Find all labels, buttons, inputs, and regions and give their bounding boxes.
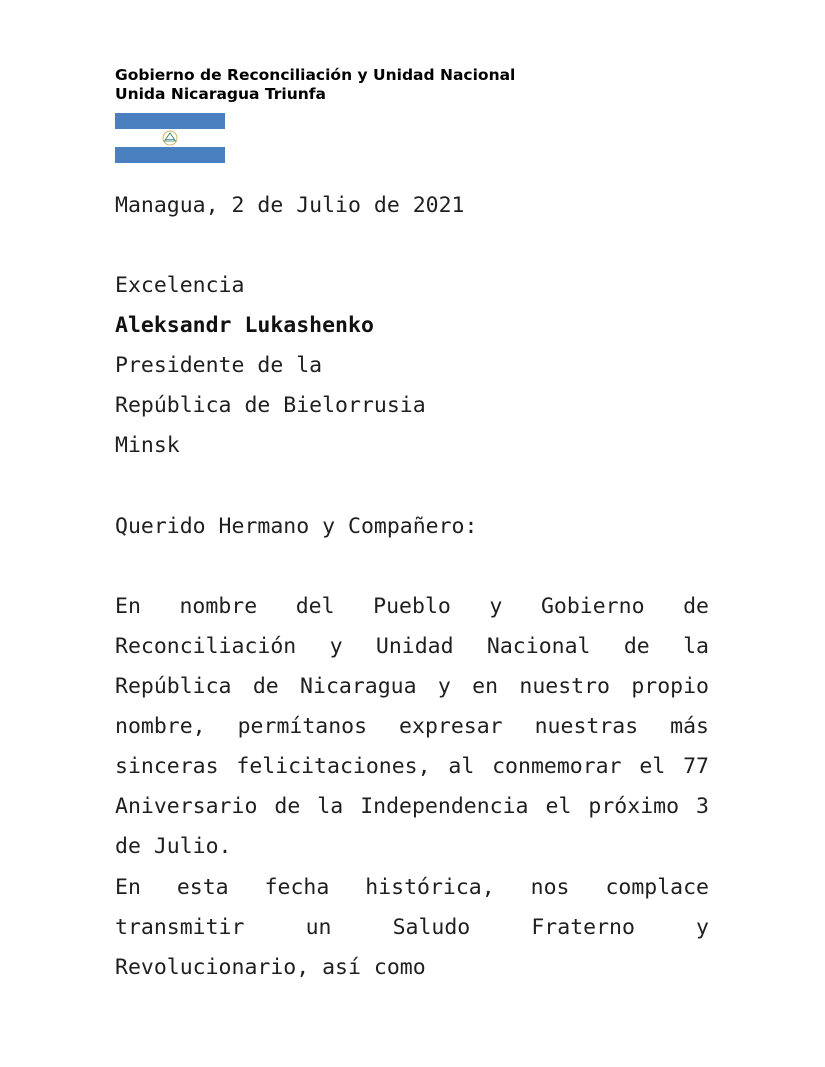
letter-greeting: Querido Hermano y Compañero:: [115, 514, 478, 539]
recipient-city: Minsk: [115, 433, 180, 458]
recipient-position-line1: Presidente de la: [115, 353, 323, 378]
letterhead-slogan: Unida Nicaragua Triunfa: [115, 85, 327, 103]
recipient-name: Aleksandr Lukashenko: [115, 313, 374, 338]
letter-date: Managua, 2 de Julio de 2021: [115, 193, 465, 218]
recipient-honorific: Excelencia: [115, 273, 245, 298]
letterhead: [115, 66, 515, 104]
recipient-position-line2: República de Bielorrusia: [115, 393, 426, 418]
letterhead-government-name: Gobierno de Reconciliación y Unidad Nacional: [115, 66, 516, 84]
nicaragua-flag-icon: [115, 113, 225, 163]
letter-paragraph: En nombre del Pueblo y Gobierno de Reconciliación y Unidad Nacional de la República de Nicaragua y en nuestro propio nombre, permítanos expresar nuestras más sinceras felicitaciones, al conmemorar el 77 Aniversario de la Independencia el próximo 3 de Julio.: [115, 594, 709, 859]
letter-paragraph: En esta fecha histórica, nos complace transmitir un Saludo Fraterno y Revolucionario, así como: [115, 875, 709, 980]
recipient-address-block: [115, 266, 709, 466]
